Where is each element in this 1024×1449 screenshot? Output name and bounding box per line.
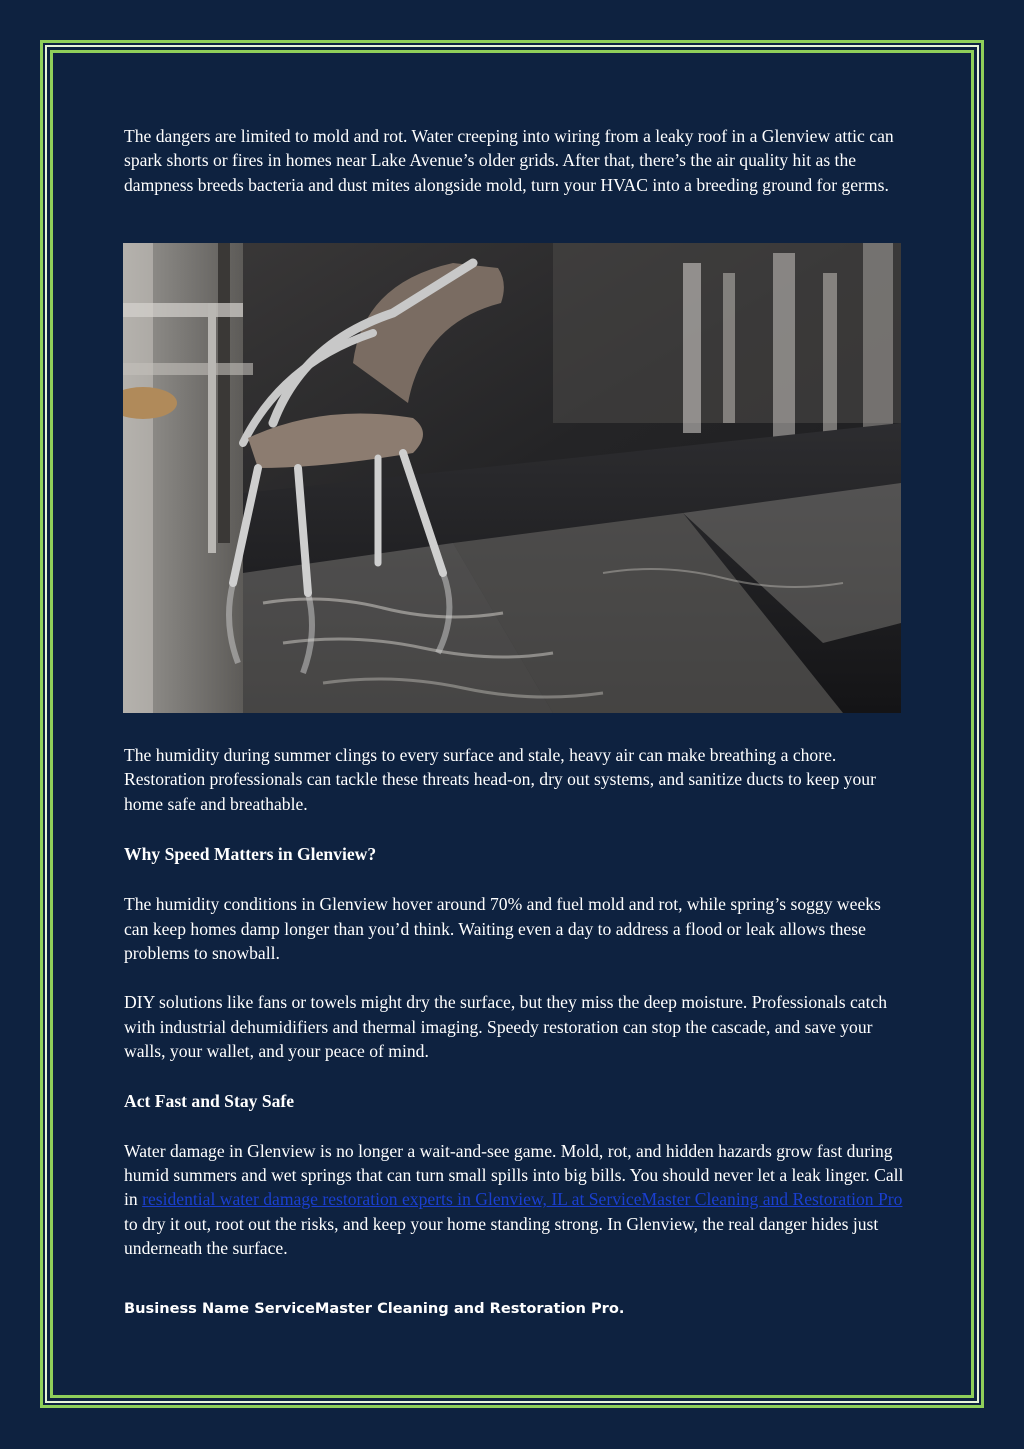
heading-why-speed: Why Speed Matters in Glenview? <box>124 844 377 865</box>
paragraph-conditions: The humidity conditions in Glenview hover around 70% and fuel mold and rot, while spring’s soggy weeks can keep homes damp longer than you’d think. Waiting even a day to address a flood or leak allows these problems to snowball. <box>124 894 881 964</box>
paragraph-diy: DIY solutions like fans or towels might dry the surface, but they miss the deep moisture. Professionals catch with industrial dehumidifiers and thermal imaging. Speedy restoration can stop the cascade, and save your walls, your wallet, and your peace of mind. <box>124 992 888 1062</box>
restoration-experts-link[interactable]: residential water damage restoration experts in Glenview, IL at ServiceMaster Cleaning and Restoration Pro <box>142 1189 903 1210</box>
business-name: Business Name ServiceMaster Cleaning and Restoration Pro. <box>124 1300 625 1317</box>
paragraph-dangers: The dangers are limited to mold and rot. Water creeping into wiring from a leaky roof in a Glenview attic can spark shorts or fires in homes near Lake Avenue’s older grids. After that, there’s the air quality hit as the dampness breeds bacteria and dust mites alongside mold, turn your HVAC into a breeding ground for germs. <box>124 126 894 195</box>
article-body <box>124 743 904 1261</box>
paragraph-water-damage-end: to dry it out, root out the risks, and keep your home standing strong. In Glenview, the real danger hides just underneath the surface. <box>124 1213 879 1259</box>
paragraph-water-damage-start: Water damage in Glenview is no longer a wait-and-see game. Mold, rot, and hidden hazards grow fast during humid summers and wet springs that can turn small spills into big bills. You should never let a leak linger. Call in <box>124 1140 904 1210</box>
heading-act-fast: Act Fast and Stay Safe <box>124 1090 295 1111</box>
flooded-chair-photo <box>123 243 901 713</box>
paragraph-humidity: The humidity during summer clings to every surface and stale, heavy air can make breathing a chore. Restoration professionals can tackle these threats head-on, dry out systems, and sanitize ducts to keep your home safe and breathable. <box>124 745 876 814</box>
paragraph-water-damage <box>124 1139 904 1261</box>
article-top <box>124 124 904 197</box>
